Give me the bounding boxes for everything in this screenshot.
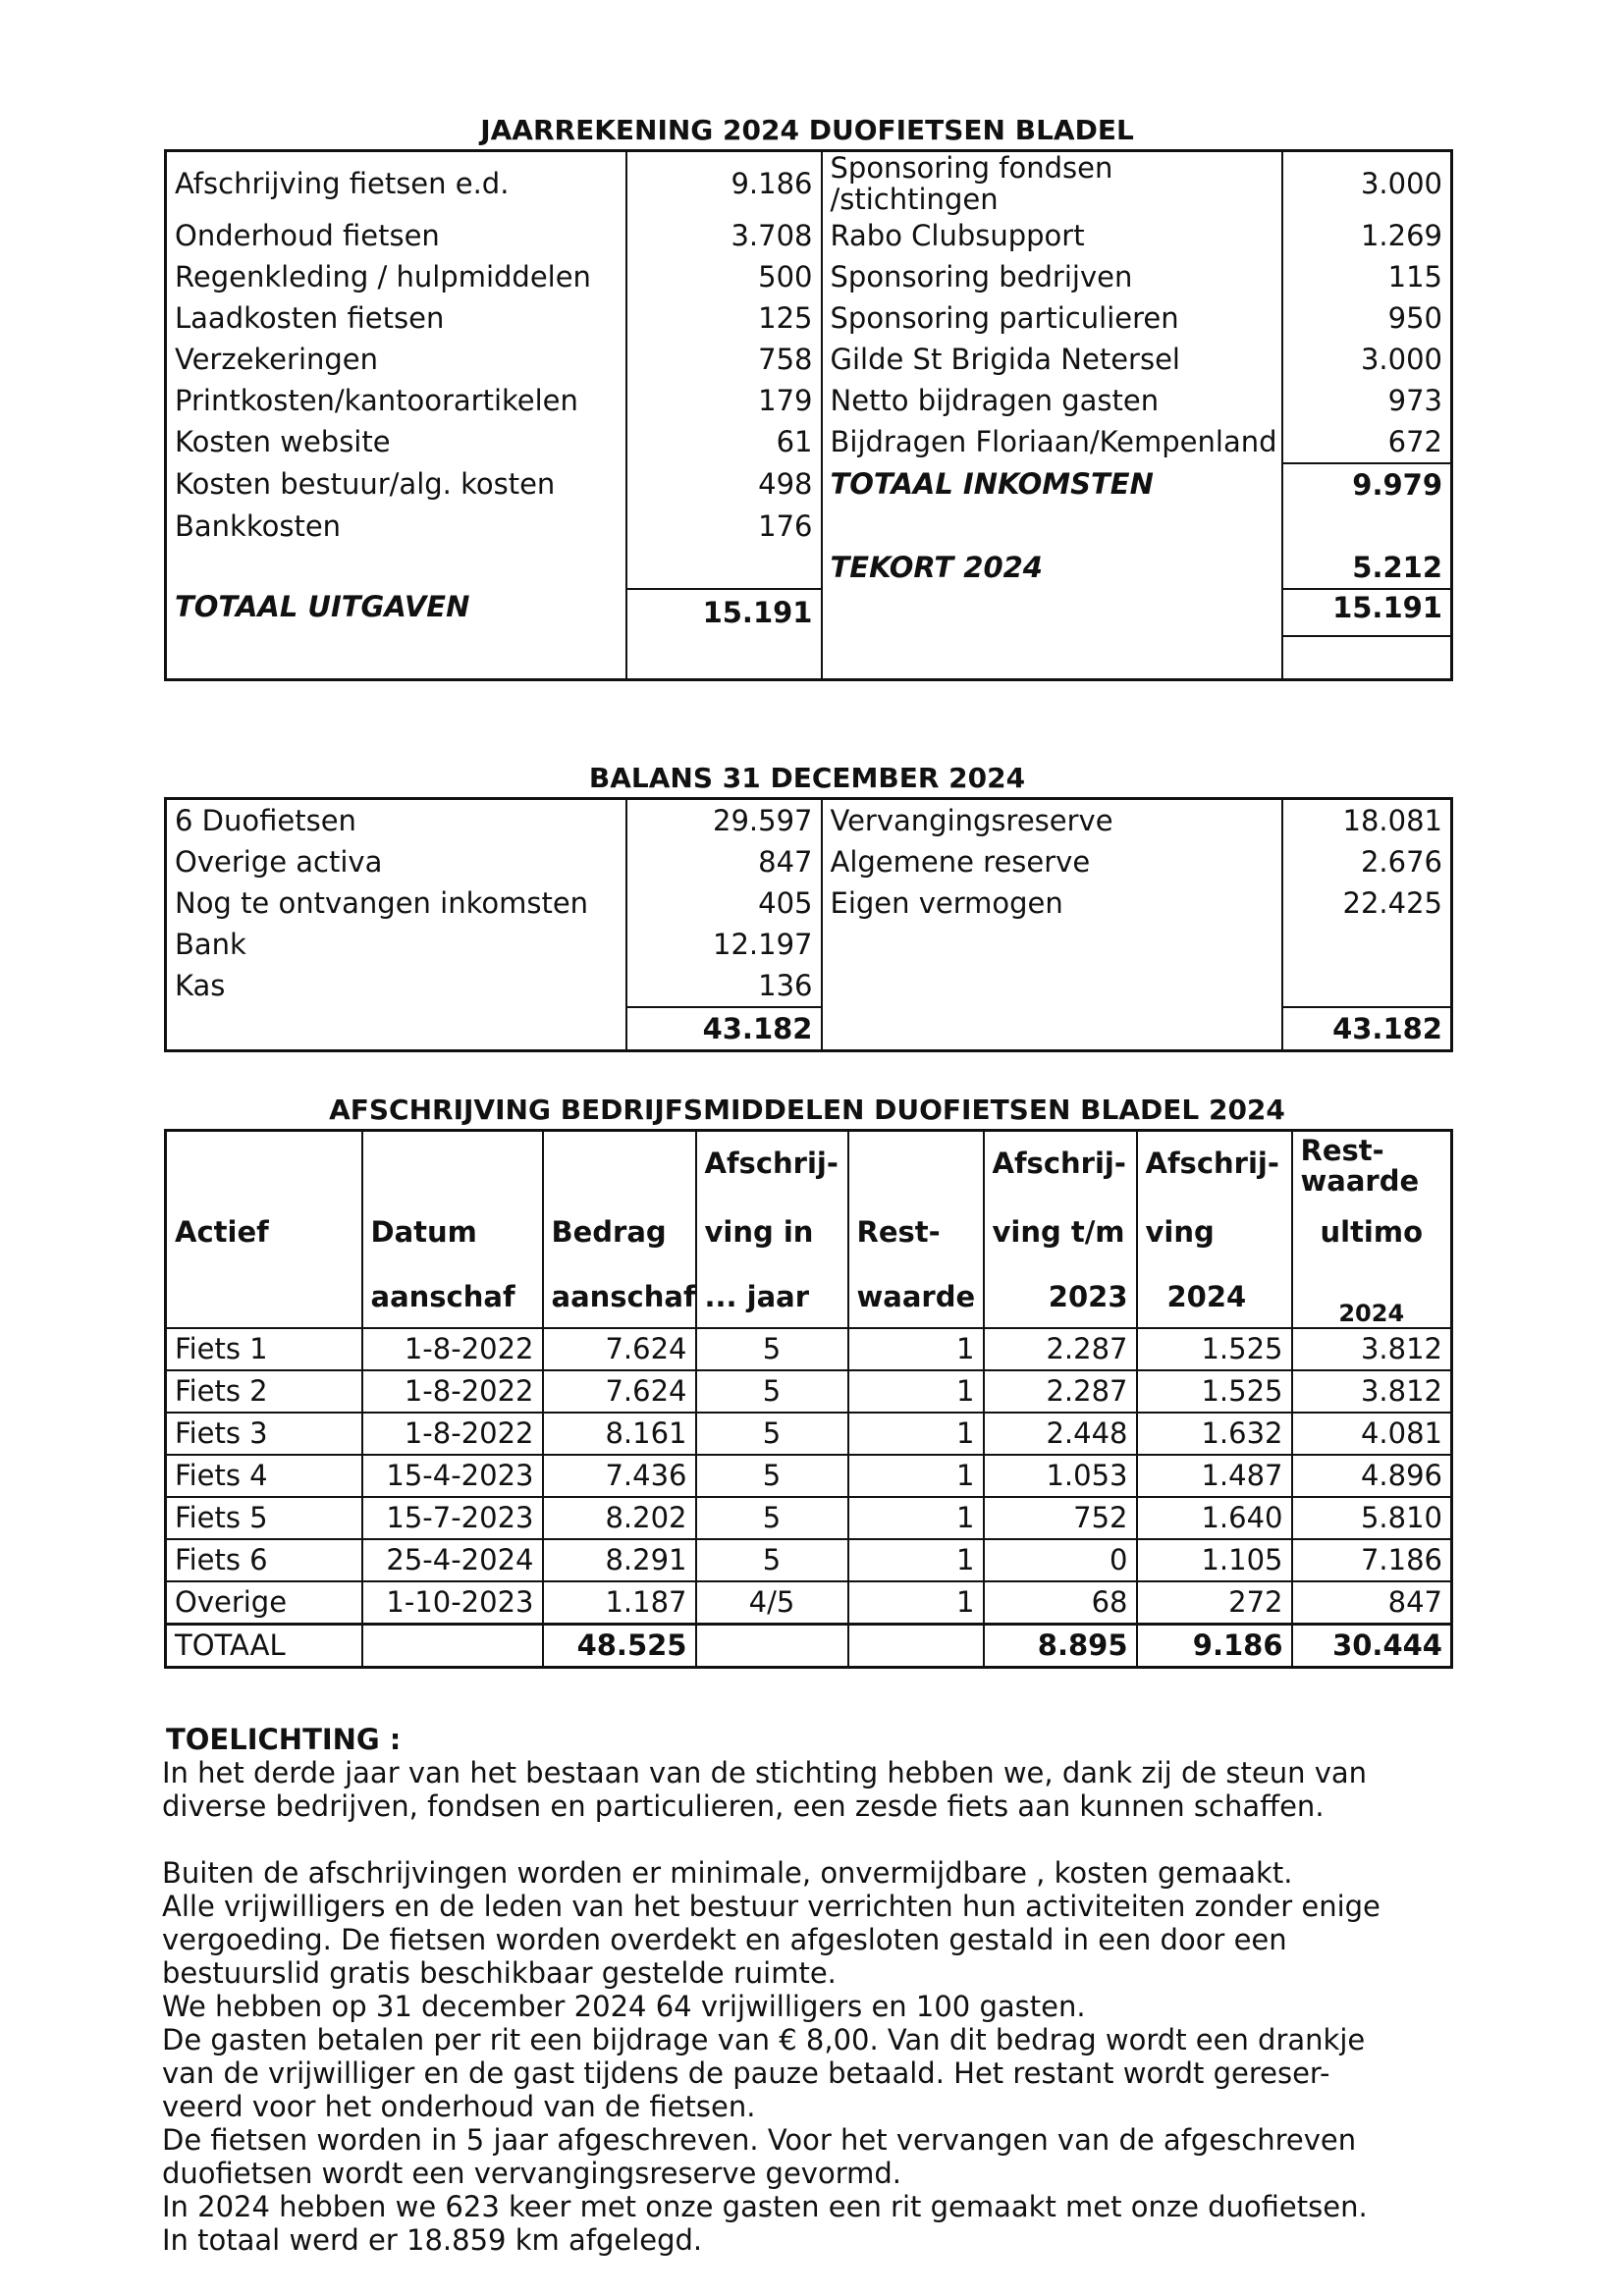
cell-tm2023: 2.448 <box>984 1413 1137 1455</box>
activa-label: Kas <box>175 969 226 1003</box>
uitgaven-label: Kosten bestuur/alg. kosten <box>175 467 556 502</box>
toelichting-line: We hebben op 31 december 2024 64 vrijwilligers en 100 gasten. <box>162 1990 1086 2023</box>
empty-cell <box>166 1007 626 1051</box>
uitgaven-label: Afschrijving fietsen e.d. <box>175 166 510 200</box>
cell-rest: 1 <box>848 1455 984 1497</box>
activa-label: 6 Duofietsen <box>175 803 356 837</box>
inkomsten-label: Rabo Clubsupport <box>822 215 1282 256</box>
toelichting-paragraph-1 <box>162 1756 1458 1823</box>
totaal-inkomsten-label: TOTAAL INKOMSTEN <box>822 463 1282 506</box>
inkomsten-label: Gilde St Brigida Netersel <box>822 339 1282 380</box>
cell-ultimo: 3.812 <box>1292 1370 1452 1413</box>
afschrijving-title: AFSCHRIJVING BEDRIJFSMIDDELEN DUOFIETSEN BLADEL 2024 <box>329 1094 1285 1126</box>
column-header: Actief <box>166 1197 362 1267</box>
cell-ultimo: 4.896 <box>1292 1455 1452 1497</box>
table-row <box>166 215 1452 256</box>
table-row <box>166 799 1452 842</box>
cell-v2024: 1.640 <box>1137 1497 1292 1539</box>
uitgaven-value: 500 <box>626 256 822 297</box>
column-header: Afschrij- <box>696 1131 848 1198</box>
column-header <box>543 1131 696 1198</box>
totaal-bedrag: 48.525 <box>543 1624 696 1667</box>
cell-bedrag: 7.624 <box>543 1370 696 1413</box>
table-row <box>166 1007 1452 1051</box>
empty-cell <box>626 636 822 680</box>
table-row <box>166 421 1452 463</box>
table-row <box>166 882 1452 924</box>
table-row <box>166 297 1452 339</box>
activa-label: Nog te ontvangen inkomsten <box>175 885 589 920</box>
uitgaven-value: 61 <box>626 421 822 463</box>
table-row <box>166 1539 1452 1581</box>
cell-jaar: 4/5 <box>696 1581 848 1625</box>
header-line: waarde <box>1300 1164 1420 1198</box>
empty-cell <box>822 636 1282 680</box>
table-row <box>166 151 1452 216</box>
uitgaven-value: 125 <box>626 297 822 339</box>
table-row <box>166 1497 1452 1539</box>
uitgaven-value: 758 <box>626 339 822 380</box>
totaal-rechts-value: 15.191 <box>1282 589 1452 636</box>
empty-cell <box>166 547 626 589</box>
cell-ultimo: 4.081 <box>1292 1413 1452 1455</box>
activa-value: 29.597 <box>626 799 822 842</box>
cell-datum: 1-10-2023 <box>362 1581 543 1625</box>
column-header: ving in <box>696 1197 848 1267</box>
cell-tm2023: 0 <box>984 1539 1137 1581</box>
uitgaven-value: 176 <box>626 506 822 547</box>
table-row <box>166 506 1452 547</box>
activa-value: 12.197 <box>626 924 822 965</box>
toelichting-line: van de vrijwilliger en de gast tijdens de pauze betaald. Het restant wordt gereser- <box>162 2056 1330 2090</box>
afschrijving-table <box>164 1129 1453 1669</box>
inkomsten-value: 950 <box>1282 297 1452 339</box>
cell-v2024: 1.487 <box>1137 1455 1292 1497</box>
column-header: 2024 <box>1292 1267 1452 1328</box>
passiva-value: 22.425 <box>1282 882 1452 924</box>
cell-tm2023: 752 <box>984 1497 1137 1539</box>
totaal-inkomsten-value: 9.979 <box>1282 463 1452 506</box>
uitgaven-label: Bankkosten <box>175 508 342 543</box>
cell-tm2023: 1.053 <box>984 1455 1137 1497</box>
toelichting <box>162 1723 1458 2257</box>
totaal-uitgaven-value: 15.191 <box>626 589 822 636</box>
toelichting-line: duofietsen wordt een vervangingsreserve gevormd. <box>162 2157 901 2190</box>
activa-value: 847 <box>626 841 822 882</box>
cell-jaar: 5 <box>696 1539 848 1581</box>
column-header: 2024 <box>1137 1267 1292 1328</box>
cell-bedrag: 8.291 <box>543 1539 696 1581</box>
empty-cell <box>822 589 1282 636</box>
totaal-row <box>166 1624 1452 1667</box>
cell-rest: 1 <box>848 1413 984 1455</box>
totaal-ultimo: 30.444 <box>1292 1624 1452 1667</box>
totaal-v2024: 9.186 <box>1137 1624 1292 1667</box>
header-row <box>166 1267 1452 1328</box>
column-header: Afschrij- <box>1137 1131 1292 1198</box>
cell-datum: 15-7-2023 <box>362 1497 543 1539</box>
totaal-uitgaven-label: TOTAAL UITGAVEN <box>175 590 470 623</box>
balans-title: BALANS 31 DECEMBER 2024 <box>588 762 1026 794</box>
empty-cell <box>822 965 1282 1007</box>
cell-actief: Fiets 2 <box>166 1370 362 1413</box>
cell-v2024: 1.632 <box>1137 1413 1292 1455</box>
toelichting-line: bestuurslid gratis beschikbaar gestelde ruimte. <box>162 1956 837 1990</box>
empty-cell <box>166 636 626 680</box>
totaal-tm2023: 8.895 <box>984 1624 1137 1667</box>
cell-tm2023: 2.287 <box>984 1328 1137 1370</box>
column-header <box>1292 1131 1452 1198</box>
cell-actief: Fiets 5 <box>166 1497 362 1539</box>
cell-ultimo: 5.810 <box>1292 1497 1452 1539</box>
cell-v2024: 1.105 <box>1137 1539 1292 1581</box>
cell-actief: Fiets 3 <box>166 1413 362 1455</box>
cell-bedrag: 7.436 <box>543 1455 696 1497</box>
inkomsten-value: 1.269 <box>1282 215 1452 256</box>
tekort-value: 5.212 <box>1282 547 1452 589</box>
toelichting-line: Alle vrijwilligers en de leden van het bestuur verrichten hun activiteiten zonder enige <box>162 1890 1380 1923</box>
column-header: Bedrag <box>543 1197 696 1267</box>
inkomsten-value: 973 <box>1282 380 1452 421</box>
column-header: aanschaf <box>362 1267 543 1328</box>
cell-actief: Overige <box>166 1581 362 1625</box>
cell-v2024: 272 <box>1137 1581 1292 1625</box>
toelichting-line: diverse bedrijven, fondsen en particulieren, een zesde fiets aan kunnen schaffen. <box>162 1789 1325 1823</box>
table-row <box>166 1455 1452 1497</box>
column-header: Datum <box>362 1197 543 1267</box>
table-row <box>166 256 1452 297</box>
inkomsten-label <box>822 151 1282 216</box>
empty-cell <box>362 1624 543 1667</box>
inkomsten-value: 115 <box>1282 256 1452 297</box>
table-row <box>166 924 1452 965</box>
cell-rest: 1 <box>848 1581 984 1625</box>
activa-label: Overige activa <box>175 844 383 879</box>
cell-bedrag: 1.187 <box>543 1581 696 1625</box>
cell-tm2023: 68 <box>984 1581 1137 1625</box>
cell-jaar: 5 <box>696 1328 848 1370</box>
toelichting-line: veerd voor het onderhoud van de fietsen. <box>162 2090 756 2123</box>
empty-cell <box>1282 636 1452 680</box>
column-header <box>362 1131 543 1198</box>
uitgaven-value: 9.186 <box>626 151 822 216</box>
cell-datum: 25-4-2024 <box>362 1539 543 1581</box>
empty-cell <box>1282 924 1452 965</box>
table-row <box>166 339 1452 380</box>
cell-rest: 1 <box>848 1370 984 1413</box>
toelichting-line: In totaal werd er 18.859 km afgelegd. <box>162 2223 703 2257</box>
cell-bedrag: 8.202 <box>543 1497 696 1539</box>
cell-actief: Fiets 4 <box>166 1455 362 1497</box>
header-row <box>166 1197 1452 1267</box>
column-header <box>166 1267 362 1328</box>
column-header: ... jaar <box>696 1267 848 1328</box>
totaal-label: TOTAAL <box>166 1624 362 1667</box>
table-row <box>166 841 1452 882</box>
cell-datum: 15-4-2023 <box>362 1455 543 1497</box>
header-row <box>166 1131 1452 1198</box>
column-header: ultimo <box>1292 1197 1452 1267</box>
inkomsten-label: Bijdragen Floriaan/Kempenland <box>822 421 1282 463</box>
totaal-passiva: 43.182 <box>1282 1007 1452 1051</box>
cell-tm2023: 2.287 <box>984 1370 1137 1413</box>
inkomsten-label: Sponsoring particulieren <box>822 297 1282 339</box>
toelichting-line: In het derde jaar van het bestaan van de stichting hebben we, dank zij de steun van <box>162 1756 1368 1789</box>
activa-value: 405 <box>626 882 822 924</box>
passiva-value: 2.676 <box>1282 841 1452 882</box>
uitgaven-label: Printkosten/kantoorartikelen <box>175 383 578 417</box>
toelichting-paragraph-2 <box>162 1856 1458 2257</box>
column-header: waarde <box>848 1267 984 1328</box>
empty-cell <box>822 924 1282 965</box>
cell-jaar: 5 <box>696 1455 848 1497</box>
table-row <box>166 965 1452 1007</box>
cell-bedrag: 8.161 <box>543 1413 696 1455</box>
jaarrekening-title: JAARREKENING 2024 DUOFIETSEN BLADEL <box>480 114 1134 146</box>
toelichting-heading: TOELICHTING : <box>166 1723 402 1756</box>
cell-ultimo: 7.186 <box>1292 1539 1452 1581</box>
column-header: Rest- <box>848 1197 984 1267</box>
uitgaven-label: Regenkleding / hulpmiddelen <box>175 259 591 294</box>
column-header: Afschrij- <box>984 1131 1137 1198</box>
jaarrekening-table <box>164 149 1453 681</box>
inkomsten-label: Sponsoring bedrijven <box>822 256 1282 297</box>
inkomsten-value: 3.000 <box>1282 151 1452 216</box>
table-row <box>166 1413 1452 1455</box>
table-row <box>166 1328 1452 1370</box>
cell-jaar: 5 <box>696 1370 848 1413</box>
cell-v2024: 1.525 <box>1137 1328 1292 1370</box>
empty-cell <box>848 1624 984 1667</box>
empty-cell <box>1282 965 1452 1007</box>
activa-label: Bank <box>175 927 246 961</box>
cell-datum: 1-8-2022 <box>362 1328 543 1370</box>
empty-cell <box>696 1624 848 1667</box>
header-line: Rest- <box>1300 1134 1384 1167</box>
cell-actief: Fiets 6 <box>166 1539 362 1581</box>
empty-cell <box>822 506 1282 547</box>
cell-jaar: 5 <box>696 1413 848 1455</box>
cell-jaar: 5 <box>696 1497 848 1539</box>
balans-table <box>164 797 1453 1052</box>
table-row <box>166 547 1452 589</box>
cell-datum: 1-8-2022 <box>362 1370 543 1413</box>
table-row <box>166 1581 1452 1625</box>
cell-datum: 1-8-2022 <box>362 1413 543 1455</box>
cell-rest: 1 <box>848 1328 984 1370</box>
table-row <box>166 463 1452 506</box>
column-header: 2023 <box>984 1267 1137 1328</box>
cell-ultimo: 847 <box>1292 1581 1452 1625</box>
column-header: aanschaf <box>543 1267 696 1328</box>
column-header <box>166 1131 362 1198</box>
table-row <box>166 1370 1452 1413</box>
column-header <box>848 1131 984 1198</box>
empty-cell <box>1282 506 1452 547</box>
tekort-label: TEKORT 2024 <box>822 547 1282 589</box>
activa-value: 136 <box>626 965 822 1007</box>
column-header: ving t/m <box>984 1197 1137 1267</box>
empty-cell <box>822 1007 1282 1051</box>
cell-actief: Fiets 1 <box>166 1328 362 1370</box>
toelichting-line: Buiten de afschrijvingen worden er minimale, onvermijdbare , kosten gemaakt. <box>162 1856 1293 1890</box>
inkomsten-value: 3.000 <box>1282 339 1452 380</box>
table-row <box>166 589 1452 636</box>
cell-ultimo: 3.812 <box>1292 1328 1452 1370</box>
column-header: ving <box>1137 1197 1292 1267</box>
toelichting-line: vergoeding. De fietsen worden overdekt en afgesloten gestald in een door een <box>162 1923 1287 1956</box>
passiva-label: Vervangingsreserve <box>822 799 1282 842</box>
inkomsten-label: Netto bijdragen gasten <box>822 380 1282 421</box>
uitgaven-label: Laadkosten fietsen <box>175 300 445 335</box>
inkomsten-value: 672 <box>1282 421 1452 463</box>
cell-v2024: 1.525 <box>1137 1370 1292 1413</box>
totaal-activa: 43.182 <box>626 1007 822 1051</box>
passiva-value: 18.081 <box>1282 799 1452 842</box>
toelichting-line: De gasten betalen per rit een bijdrage van € 8,00. Van dit bedrag wordt een drankje <box>162 2023 1366 2056</box>
passiva-label: Algemene reserve <box>822 841 1282 882</box>
uitgaven-label: Kosten website <box>175 425 391 459</box>
cell-rest: 1 <box>848 1497 984 1539</box>
toelichting-line: In 2024 hebben we 623 keer met onze gasten een rit gemaakt met onze duofietsen. <box>162 2190 1368 2223</box>
empty-cell <box>626 547 822 589</box>
uitgaven-label: Onderhoud fietsen <box>175 218 440 252</box>
table-row <box>166 636 1452 680</box>
passiva-label: Eigen vermogen <box>822 882 1282 924</box>
table-row <box>166 380 1452 421</box>
inkomsten-label-text: Sponsoring fondsen /stichtingen <box>830 151 1113 216</box>
uitgaven-value: 179 <box>626 380 822 421</box>
toelichting-line: De fietsen worden in 5 jaar afgeschreven. Voor het vervangen van de afgeschreven <box>162 2123 1357 2157</box>
uitgaven-value: 498 <box>626 463 822 506</box>
cell-rest: 1 <box>848 1539 984 1581</box>
uitgaven-value: 3.708 <box>626 215 822 256</box>
uitgaven-label: Verzekeringen <box>175 342 379 376</box>
cell-bedrag: 7.624 <box>543 1328 696 1370</box>
